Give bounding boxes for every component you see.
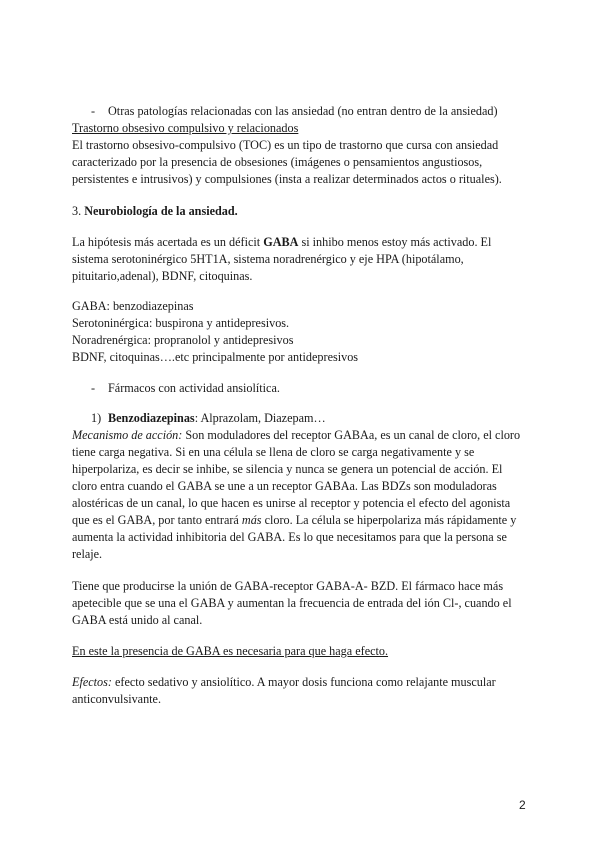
bullet-dash: -: [91, 381, 96, 395]
toc-paragraph-line: El trastorno obsesivo-compulsivo (TOC) es un tipo de trastorno que cursa con ansiedad: [72, 138, 499, 152]
mecanismo-text: Son moduladores del receptor GABAa, es un canal de cloro, el cloro: [182, 428, 521, 442]
hypothesis-line: sistema serotoninérgico 5HT1A, sistema noradrenérgico y eje HPA (hipotálamo,: [72, 252, 464, 266]
mas-italic: más: [241, 513, 262, 527]
list-line: Noradrenérgica: propranolol y antidepresivos: [72, 333, 294, 347]
hypothesis-text: La hipótesis más acertada es un déficit: [72, 235, 264, 249]
bullet-farmacos: Fármacos con actividad ansiolítica.: [108, 381, 280, 395]
page-number: 2: [519, 798, 526, 812]
toc-paragraph-line: persistentes e intrusivos) y compulsiones (insta a realizar determinados actos o rituales).: [72, 172, 502, 186]
benzodiazepinas-heading: [108, 410, 326, 427]
hypothesis-line: pituitario,adenal), BDNF, citoquinas.: [72, 269, 253, 283]
efectos-line: [72, 674, 496, 691]
mecanismo-text: cloro. La célula se hiperpolariza más rápidamente y: [261, 513, 517, 527]
mecanismo-line: [72, 427, 520, 444]
list-line: BDNF, citoquinas….etc principalmente por antidepresivos: [72, 350, 359, 364]
bullet-otras-patologias: Otras patologías relacionadas con las ansiedad (no entran dentro de la ansiedad): [108, 104, 498, 118]
bullet-dash: -: [91, 104, 96, 118]
mecanismo-line: [72, 512, 516, 529]
numbered-marker: 1): [91, 411, 102, 425]
mecanismo-line: relaje.: [72, 547, 103, 561]
hypothesis-text: si inhibo menos estoy más activado. El: [298, 235, 492, 249]
hypothesis-line: [72, 234, 491, 251]
toc-heading: Trastorno obsesivo compulsivo y relacionados: [72, 121, 299, 135]
benzodiazepinas-examples: : Alprazolam, Diazepam…: [194, 411, 326, 425]
mecanismo-line: aumenta la actividad inhibitoria del GABA. Es lo que necesitamos para que la persona se: [72, 530, 507, 544]
benzodiazepinas-title: Benzodiazepinas: [108, 411, 195, 425]
list-line: GABA: benzodiazepinas: [72, 299, 194, 313]
mecanismo-line: alostéricas de un canal, lo que hacen es unirse al receptor y potencia el efecto del agonista: [72, 496, 511, 510]
section-number: 3.: [72, 204, 85, 218]
mecanismo-line: hiperpolariza, es decir se inhibe, se silencia y nunca se genera un potencial de acción. El: [72, 462, 503, 476]
tiene-line: apetecible que se una el GABA y aumentan la frecuencia de entrada del ión Cl-, cuando el: [72, 596, 512, 610]
efectos-line: anticonvulsivante.: [72, 692, 162, 706]
section-title: Neurobiología de la ansiedad.: [84, 204, 238, 218]
mecanismo-text: que es el GABA, por tanto entrará: [72, 513, 242, 527]
tiene-line: GABA está unido al canal.: [72, 613, 203, 627]
mecanismo-line: tiene carga negativa. Si en una célula se llena de cloro se carga negativamente y se: [72, 445, 475, 459]
list-line: Serotoninérgica: buspirona y antidepresivos.: [72, 316, 290, 330]
mecanismo-label: Mecanismo de acción:: [72, 428, 183, 442]
toc-paragraph-line: caracterizado por la presencia de obsesiones (imágenes o pensamientos angustiosos,: [72, 155, 483, 169]
mecanismo-line: cloro entra cuando el GABA se une a un receptor GABAa. Las BDZs son moduladoras: [72, 479, 497, 493]
gaba-bold: GABA: [263, 235, 299, 249]
efectos-text: efecto sedativo y ansiolítico. A mayor dosis funciona como relajante muscular: [111, 675, 496, 689]
presencia-gaba-note: En este la presencia de GABA es necesaria para que haga efecto.: [72, 644, 389, 658]
efectos-label: Efectos:: [72, 675, 112, 689]
section-heading: [72, 203, 238, 220]
tiene-line: Tiene que producirse la unión de GABA-receptor GABA-A- BZD. El fármaco hace más: [72, 579, 504, 593]
